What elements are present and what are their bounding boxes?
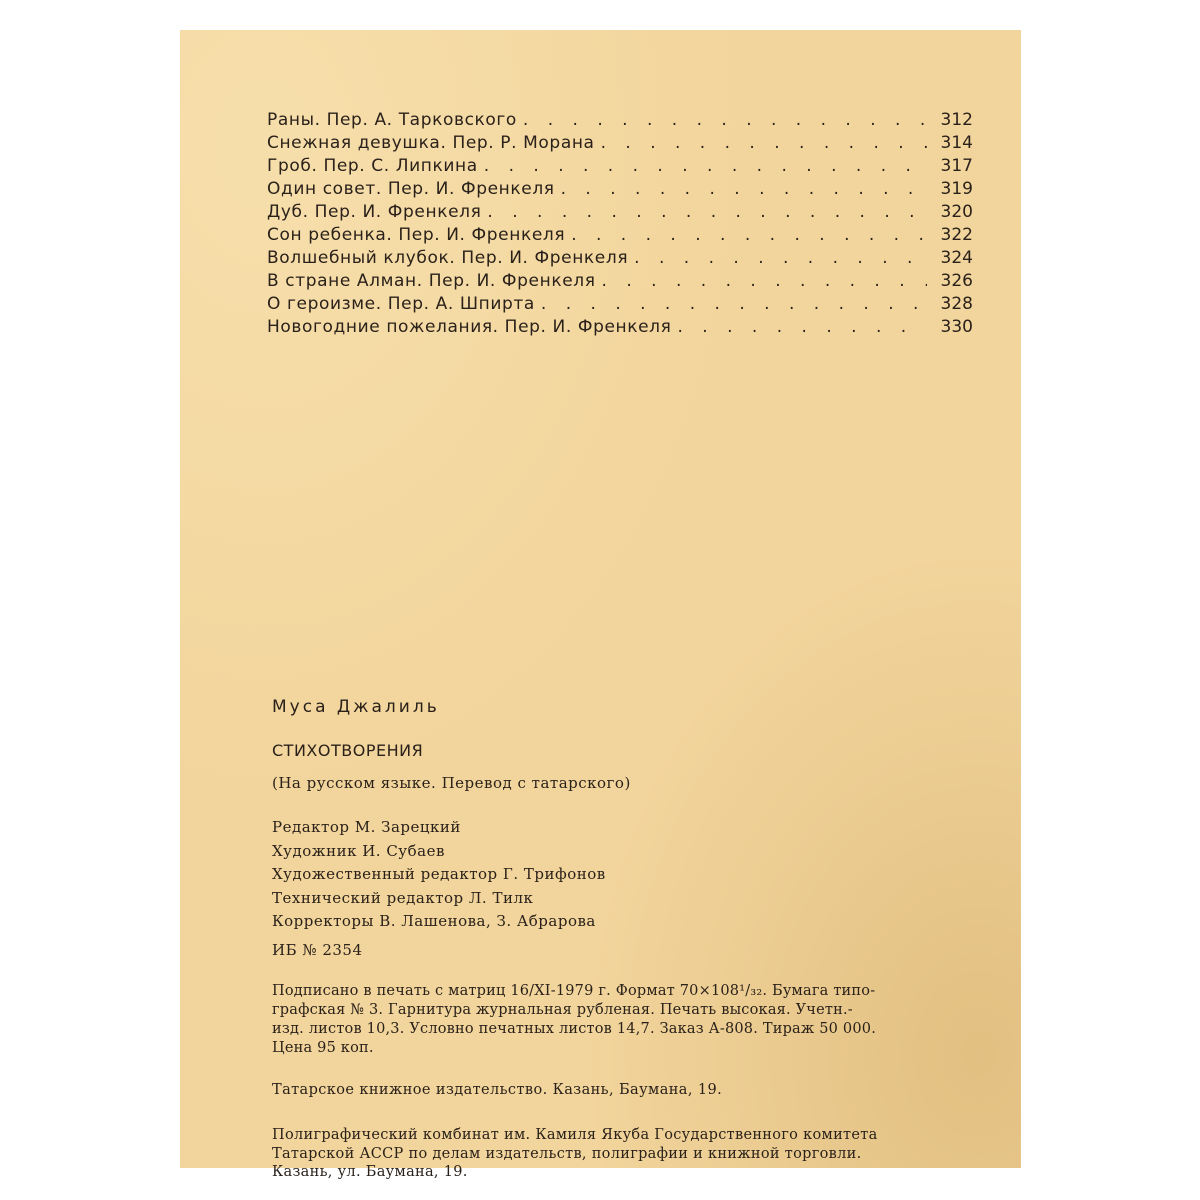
toc-entry-title: Раны. Пер. А. Тарковского [267, 110, 517, 130]
publication-line: Подписано в печать с матриц 16/XI-1979 г. Формат 70×108¹/₃₂. Бумага типо- [272, 983, 876, 999]
publication-line: графская № 3. Гарнитура журнальная рубленая. Печать высокая. Учетн.- [272, 1002, 853, 1018]
toc-entry-title: Снежная девушка. Пер. Р. Морана [267, 133, 595, 153]
dot-leader [571, 225, 927, 245]
toc-entry-page: 317 [940, 156, 973, 176]
toc-entry [267, 179, 973, 202]
toc-entry-page: 328 [940, 294, 973, 314]
credit-line: Художник И. Субаев [272, 841, 445, 860]
credit-line: Редактор М. Зарецкий [272, 818, 461, 836]
toc-entry-page: 322 [940, 225, 973, 245]
toc-entry [267, 248, 973, 271]
toc-entry-page: 320 [940, 202, 973, 222]
toc-entry [267, 202, 973, 225]
table-of-contents [267, 110, 973, 340]
language-note: (На русском языке. Перевод с татарского) [272, 774, 631, 792]
dot-leader [677, 317, 927, 337]
dot-leader [523, 110, 927, 130]
toc-entry-title: О героизме. Пер. А. Шпирта [267, 294, 535, 314]
printer-line: Полиграфический комбинат им. Камиля Якуба Государственного комитета [272, 1127, 878, 1143]
printer-line: Казань, ул. Баумана, 19. [272, 1164, 468, 1180]
dot-leader [541, 294, 927, 314]
printer-line: Татарской АССР по делам издательств, полиграфии и книжной торговли. [272, 1145, 862, 1162]
dot-leader [561, 179, 927, 199]
dot-leader [602, 271, 927, 291]
toc-entry-page: 330 [940, 317, 973, 337]
book-page [180, 30, 1021, 1180]
toc-entry-title: Новогодние пожелания. Пер. И. Френкеля [267, 317, 672, 337]
toc-entry-title: Один совет. Пер. И. Френкеля [267, 179, 555, 199]
dot-leader [601, 133, 927, 153]
credits-list [272, 818, 606, 936]
credit-line: Технический редактор Л. Тилк [272, 888, 534, 907]
publisher-address: Татарское книжное издательство. Казань, Баумана, 19. [272, 1082, 723, 1098]
publication-line: Цена 95 коп. [272, 1040, 374, 1056]
toc-entry [267, 225, 973, 248]
toc-entry [267, 156, 973, 179]
toc-entry [267, 271, 973, 294]
toc-entry [267, 317, 973, 340]
toc-entry [267, 294, 973, 317]
dot-leader [634, 248, 927, 268]
dot-leader [484, 156, 927, 176]
credit-line: Корректоры В. Лашенова, З. Абрарова [272, 912, 596, 930]
credit-line: Художественный редактор Г. Трифонов [272, 865, 606, 883]
toc-entry-title: Гроб. Пер. С. Липкина [267, 156, 478, 176]
toc-entry-title: В стране Алман. Пер. И. Френкеля [267, 271, 596, 291]
toc-entry-title: Волшебный клубок. Пер. И. Френкеля [267, 248, 629, 268]
toc-entry-title: Сон ребенка. Пер. И. Френкеля [267, 225, 566, 245]
toc-entry-page: 326 [940, 271, 973, 291]
toc-entry [267, 133, 973, 156]
ib-number: ИБ № 2354 [272, 941, 363, 959]
dot-leader [487, 202, 927, 222]
book-title: СТИХОТВОРЕНИЯ [272, 741, 424, 760]
toc-entry-page: 324 [940, 248, 973, 268]
author-name: Муса Джалиль [272, 697, 440, 717]
toc-entry-page: 312 [940, 110, 973, 130]
toc-entry-page: 314 [940, 133, 973, 153]
toc-entry [267, 110, 973, 133]
toc-entry-page: 319 [940, 179, 973, 199]
publication-details [272, 982, 1012, 1058]
printer-details [272, 1126, 878, 1182]
toc-entry-title: Дуб. Пер. И. Френкеля [267, 202, 482, 222]
publication-line: изд. листов 10,3. Условно печатных листов 14,7. Заказ А-808. Тираж 50 000. [272, 1021, 876, 1037]
